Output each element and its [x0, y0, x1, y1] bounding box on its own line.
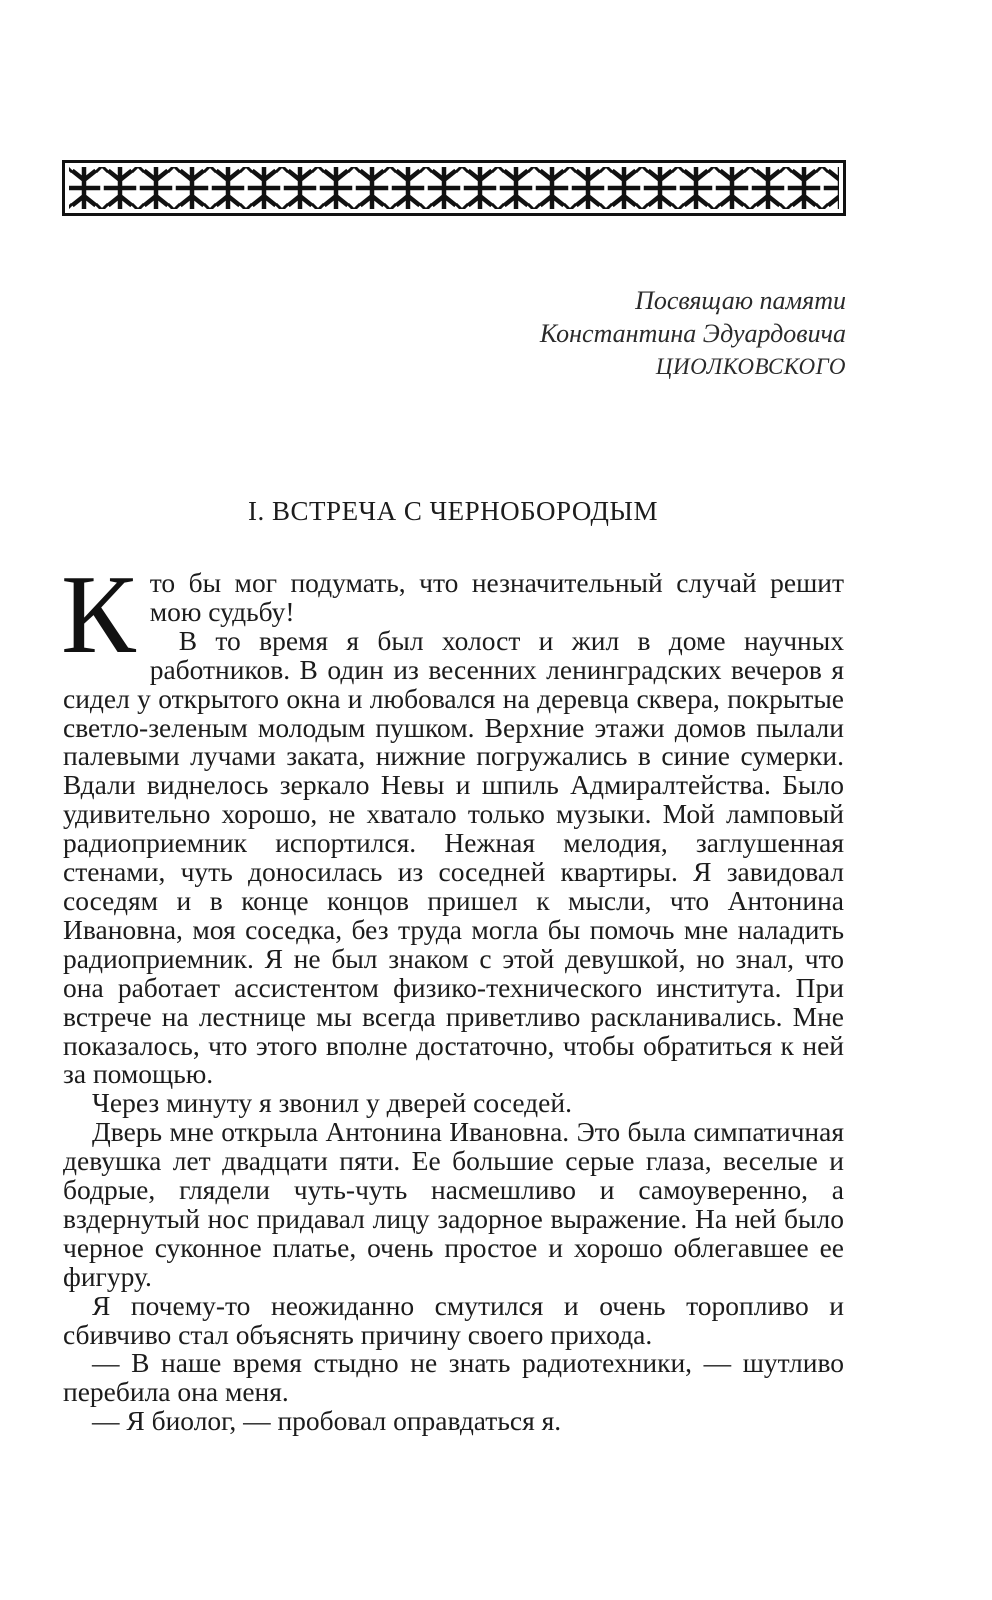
- body-text: [61, 553, 844, 1437]
- paragraph: В то время я был холост и жил в доме научных работников. В один из весенних ленинградских вечеров я сидел у открытого окна и любовался на деревца сквера, покрытые светло-зеленым молодым пушком. Верхние этажи домов пылали палевыми лучами заката, нижние погружались в синие сумерки. Вдали виднелось зеркало Невы и шпиль Адмиралтейства. Было удивительно хорошо, не хватало только музыки. Мой ламповый радиоприемник испортился. Нежная мелодия, заглушенная стенами, чуть доносилась из соседней квартиры. Я завидовал соседям и в конце концов пришел к мысли, что Антонина Ивановна, моя соседка, без труда могла бы помочь мне наладить радиоприемник. Я не был знаком с этой девушкой, но знал, что она работает ассистентом физико-технического института. При встрече на лестнице мы всегда приветливо раскланивались. Мне показалось, что этого вполне достаточно, чтобы обратиться к ней за помощью.: [63, 624, 844, 1090]
- paragraph: — Я биолог, — пробовал оправдаться я.: [92, 1405, 562, 1437]
- ornamental-border: [62, 160, 846, 216]
- drop-cap: К: [61, 553, 136, 677]
- paragraph-text: то бы мог подумать, что незначительный случай решит мою судьбу!: [149, 567, 844, 627]
- paragraph: — В наше время стыдно не знать радиотехники, — шутливо перебила она меня.: [63, 1347, 844, 1408]
- paragraph: [61, 553, 844, 677]
- paragraph: Я почему-то неожиданно смутился и очень торопливо и сбивчиво стал объяснять причину своего прихода.: [63, 1289, 844, 1350]
- chapter-title: I. ВСТРЕЧА С ЧЕРНОБОРОДЫМ: [248, 496, 658, 526]
- dedication-name: ЦИОЛКОВСКОГО: [655, 354, 846, 379]
- dedication-line: Константина Эдуардовича: [539, 319, 846, 348]
- paragraph: Через минуту я звонил у дверей соседей.: [92, 1087, 572, 1119]
- dedication: [540, 284, 846, 383]
- paragraph: Дверь мне открыла Антонина Ивановна. Это была симпатичная девушка лет двадцати пяти. Ее большие серые глаза, веселые и бодрые, глядели чуть-чуть насмешливо и самоуверенно, а вздернутый нос придавал лицу задорное выражение. На ней было черное суконное платье, очень простое и хорошо облегавшее ее фигуру.: [63, 1116, 844, 1292]
- dedication-line: Посвящаю памяти: [635, 286, 846, 315]
